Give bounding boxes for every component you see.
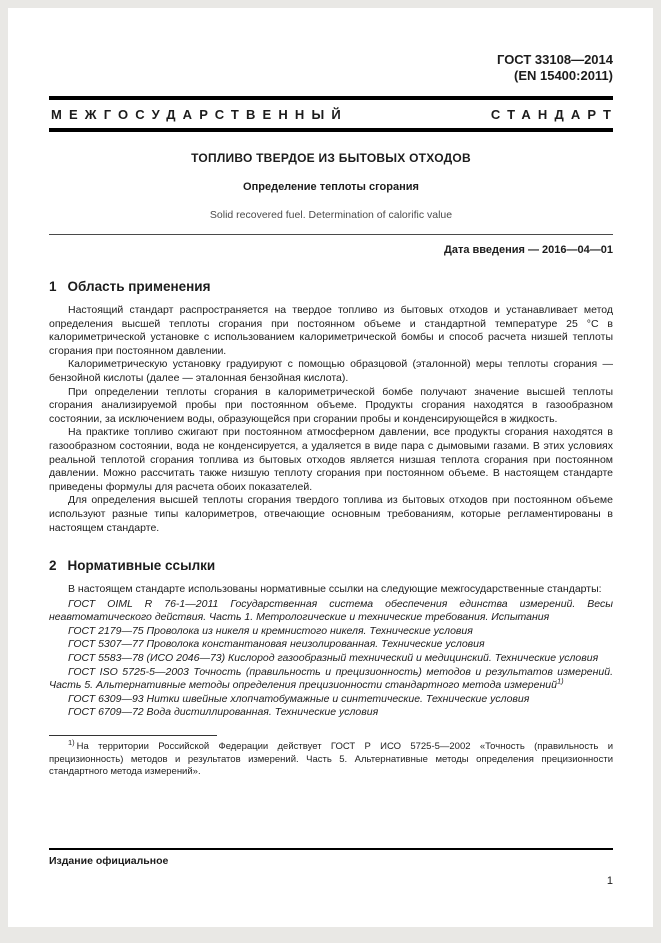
doc-number-en: (EN 15400:2011) — [513, 68, 613, 83]
reference-item — [49, 706, 613, 720]
reference-item — [49, 638, 613, 652]
banner-word-interstate: МЕЖГОСУДАРСТВЕННЫЙ — [51, 107, 348, 122]
reference-text: ГОСТ ISO 5725-5—2003 Точность (правильность и прецизионность) методов и результатов измерений. Часть 5. Альтернативные методы определения прецизионности стандартного метода измерений — [49, 665, 613, 692]
effective-date: Дата введения — 2016—04—01 — [444, 244, 613, 256]
reference-text: ГОСТ 5583—78 (ИСО 2046—73) Кислород газообразный технический и медицинский. Технические условия — [68, 652, 599, 665]
reference-item — [49, 666, 613, 693]
section-2-number: 2 — [49, 558, 57, 574]
standard-type-banner — [49, 96, 619, 132]
reference-text: ГОСТ 2179—75 Проволока из никеля и кремнистого никеля. Технические условия — [68, 624, 473, 637]
doc-number: ГОСТ 33108—2014 — [497, 52, 613, 67]
reference-text: ГОСТ OIML R 76-1—2011 Государственная система обеспечения единства измерений. Весы неавтоматического действия. Часть 1. Метрологические и технические требования. Испытания — [49, 597, 613, 624]
footnote-marker: 1) — [556, 676, 564, 686]
reference-item — [49, 598, 613, 625]
footnote — [49, 737, 613, 779]
official-edition-label: Издание официальное — [49, 855, 169, 867]
footnote-separator — [49, 735, 217, 736]
paragraph: На практике топливо сжигают при постоянном атмосферном давлении, все продукты сгорания находятся в газообразном состоянии, вода не конденсируется, а удаляется в виде пара с дымовыми газами. В этих условиях реальной теплотой сгорания топлива из бытовых отходов является низшая теплота сгорания при постоянном давлении. Можно рассчитать также низшую теплоту сгорания при постоянном объеме. В настоящем стандарте приведены формулы для расчета обоих показателей. — [49, 426, 613, 493]
section-1-heading — [49, 279, 613, 294]
reference-item — [49, 652, 613, 666]
doc-footer — [49, 848, 613, 887]
title-divider — [49, 234, 613, 235]
section-2-heading — [49, 558, 613, 573]
footnote-marker: 1) — [68, 737, 75, 747]
paragraph: Для определения высшей теплоты сгорания твердого топлива из бытовых отходов при постоянном объеме используют разные типы калориметров, отвечающие основным требованиям, которые регламентированы в настоящем стандарте. — [49, 494, 613, 534]
doc-header — [49, 52, 613, 84]
reference-item — [49, 625, 613, 639]
reference-text: ГОСТ 6309—93 Нитки швейные хлопчатобумажные и синтетические. Технические условия — [68, 692, 530, 705]
banner-word-standard: СТАНДАРТ — [490, 107, 619, 122]
reference-item — [49, 693, 613, 707]
reference-text: ГОСТ 6709—72 Вода дистиллированная. Технические условия — [68, 706, 379, 719]
reference-text: ГОСТ 5307—77 Проволока константановая неизолированная. Технические условия — [68, 638, 485, 651]
section-1-number: 1 — [49, 279, 57, 294]
section-1-title: Область применения — [67, 279, 211, 294]
paragraph: Калориметрическую установку градуируют с помощью образцовой (эталонной) меры теплоты сгорания — бензойной кислоты (далее — эталонная бензойная кислота). — [49, 358, 613, 384]
references-intro: В настоящем стандарте использованы нормативные ссылки на следующие межгосударственные стандарты: — [68, 583, 602, 596]
doc-subtitle-ru: Определение теплоты сгорания — [243, 181, 419, 193]
footer-rule — [49, 848, 613, 850]
page-number: 1 — [606, 875, 613, 887]
doc-title-en: Solid recovered fuel. Determination of calorific value — [209, 209, 453, 221]
paragraph: Настоящий стандарт распространяется на твердое топливо из бытовых отходов и устанавливает метод определения высшей теплоты сгорания при постоянном объеме и стандартной температуре 25 °С в калориметрической установке с использованием калориметрической бомбы и способ расчета низшей теплоты сгорания при постоянном давлении. — [49, 304, 613, 357]
section-2-title: Нормативные ссылки — [67, 558, 216, 574]
paragraph: При определении теплоты сгорания в калориметрической бомбе получают значение высшей теплоты сгорания анализируемой пробы при постоянном объеме. Продукты сгорания находятся в газообразном состоянии, за исключением воды, образующейся при сгорании пробы и конденсирующейся в жидкость. — [49, 385, 613, 425]
doc-title-ru: ТОПЛИВО ТВЕРДОЕ ИЗ БЫТОВЫХ ОТХОДОВ — [191, 151, 471, 165]
footnote-text: На территории Российской Федерации действует ГОСТ Р ИСО 5725-5—2002 «Точность (правильность и прецизионность) методов и результатов измерений. Часть 5. Альтернативные методы определения прецизионности стандартного метода измерений». — [49, 741, 613, 778]
document-page — [8, 8, 653, 927]
